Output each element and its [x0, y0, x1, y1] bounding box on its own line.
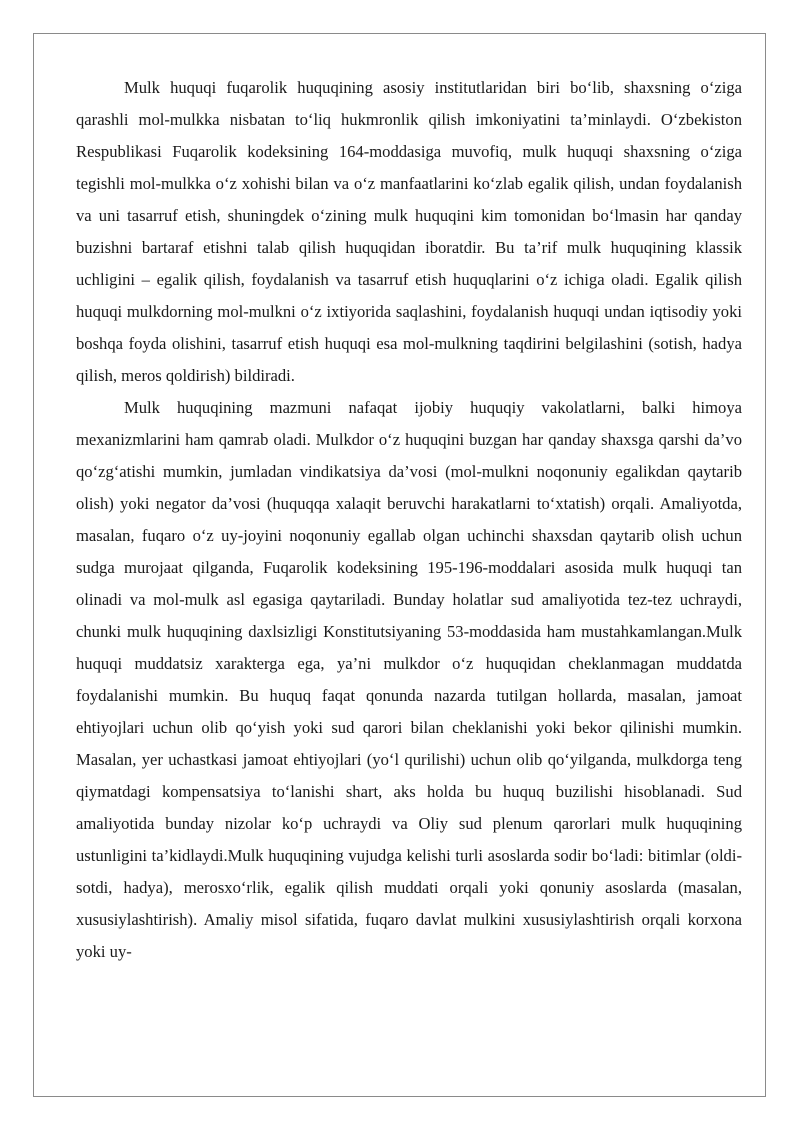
paragraph-2: Mulk huquqining mazmuni nafaqat ijobiy huquqiy vakolatlarni, balki himoya mexanizmlarini ham qamrab oladi. Mulkdor o‘z huquqini buzgan har qanday shaxsga qarshi da’vo qo‘zg‘atishi mumkin, jumladan vindikatsiya da’vosi (mol-mulkni noqonuniy egalikdan qaytarib olish) yoki negator da’vosi (huquqqa xalaqit beruvchi harakatlarni to‘xtatish) orqali. Amaliyotda, masalan, fuqaro o‘z uy-joyini noqonuniy egallab olgan uchinchi shaxsdan qaytarib olish uchun sudga murojaat qilganda, Fuqarolik kodeksining 195-196-moddalari asosida mulk huquqi tan olinadi va mol-mulk asl egasiga qaytariladi. Bunday holatlar sud amaliyotida tez-tez uchraydi, chunki mulk huquqining daxlsizligi Konstitutsiyaning 53-moddasida ham mustahkamlangan.Mulk huquqi muddatsiz xarakterga ega, ya’ni mulkdor o‘z huquqidan cheklanmagan muddatda foydalanishi mumkin. Bu huquq faqat qonunda nazarda tutilgan hollarda, masalan, jamoat ehtiyojlari uchun olib qo‘yish yoki sud qarori bilan cheklanishi yoki bekor qilinishi mumkin. Masalan, yer uchastkasi jamoat ehtiyojlari (yo‘l qurilishi) uchun olib qo‘yilganda, mulkdorga teng qiymatdagi kompensatsiya to‘lanishi shart, aks holda bu huquq buzilishi hisoblanadi. Sud amaliyotida bunday nizolar ko‘p uchraydi va Oliy sud plenum qarorlari mulk huquqining ustunligini ta’kidlaydi.Mulk huquqining vujudga kelishi turli asoslarda sodir bo‘ladi: bitimlar (oldi-sotdi, hadya), merosxo‘rlik, egalik qilish muddati orqali yoki qonuniy asoslarda (masalan, xususiylashtirish). Amaliy misol sifatida, fuqaro davlat mulkini xususiylashtirish orqali korxona yoki uy-	[76, 398, 742, 961]
paragraph-1: Mulk huquqi fuqarolik huquqining asosiy institutlaridan biri bo‘lib, shaxsning o‘ziga qarashli mol-mulkka nisbatan to‘liq hukmronlik qilish imkoniyatini ta’minlaydi. O‘zbekiston Respublikasi Fuqarolik kodeksining 164-moddasiga muvofiq, mulk huquqi shaxsning o‘ziga tegishli mol-mulkka o‘z xohishi bilan va o‘z manfaatlarini ko‘zlab egalik qilish, undan foydalanish va uni tasarruf etish, shuningdek o‘zining mulk huquqini kim tomonidan bo‘lmasin har qanday buzishni bartaraf etishni talab qilish huquqidan iboratdir. Bu ta’rif mulk huquqining klassik uchligini – egalik qilish, foydalanish va tasarruf etish huquqlarini o‘z ichiga oladi. Egalik qilish huquqi mulkdorning mol-mulkni o‘z ixtiyorida saqlashini, foydalanish huquqi undan iqtisodiy yoki boshqa foyda olishini, tasarruf etish huquqi esa mol-mulkning taqdirini belgilashini (sotish, hadya qilish, meros qoldirish) bildiradi.	[76, 78, 742, 385]
document-body	[76, 72, 742, 968]
